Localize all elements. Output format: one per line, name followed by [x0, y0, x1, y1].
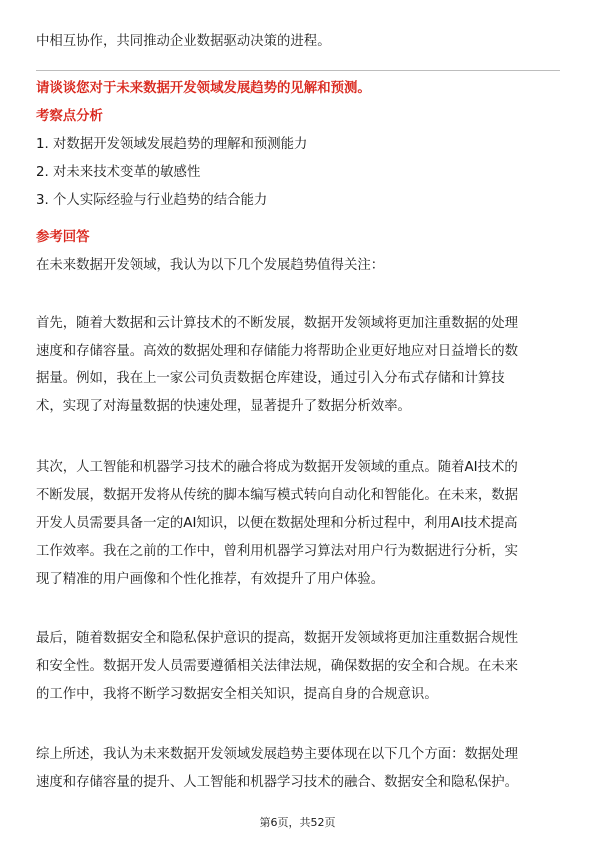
paragraph-line: 工作效率。我在之前的工作中，曾利用机器学习算法对用户行为数据进行分析，实	[36, 544, 519, 559]
answer-label: 参考回答	[36, 230, 90, 245]
section-divider	[36, 70, 560, 71]
paragraph-line: 综上所述，我认为未来数据开发领域发展趋势主要体现在以下几个方面：数据处理	[36, 747, 519, 762]
paragraph-line: 现了精准的用户画像和个性化推荐，有效提升了用户体验。	[36, 572, 385, 587]
analysis-item: 3. 个人实际经验与行业趋势的结合能力	[36, 193, 268, 208]
paragraph-line: 最后，随着数据安全和隐私保护意识的提高，数据开发领域将更加注重数据合规性	[36, 631, 519, 646]
paragraph-line: 的工作中，我将不断学习数据安全相关知识，提高自身的合规意识。	[36, 687, 438, 702]
question-heading: 请谈谈您对于未来数据开发领域发展趋势的见解和预测。	[36, 81, 371, 96]
paragraph-line: 不断发展，数据开发将从传统的脚本编写模式转向自动化和智能化。在未来，数据	[36, 488, 519, 503]
page-number: 第6页，共52页	[259, 816, 336, 829]
paragraph-line: 据量。例如，我在上一家公司负责数据仓库建设，通过引入分布式存储和计算技	[36, 371, 505, 386]
paragraph-line: 其次，人工智能和机器学习技术的融合将成为数据开发领域的重点。随着AI技术的	[36, 460, 518, 475]
paragraph-line: 速度和存储容量的提升、人工智能和机器学习技术的融合、数据安全和隐私保护。	[36, 775, 519, 790]
analysis-label: 考察点分析	[36, 109, 103, 124]
paragraph-line: 速度和存储容量。高效的数据处理和存储能力将帮助企业更好地应对日益增长的数	[36, 344, 519, 359]
paragraph-line: 首先，随着大数据和云计算技术的不断发展，数据开发领域将更加注重数据的处理	[36, 316, 519, 331]
analysis-item: 1. 对数据开发领域发展趋势的理解和预测能力	[36, 137, 308, 152]
answer-lead: 在未来数据开发领域，我认为以下几个发展趋势值得关注：	[36, 258, 385, 273]
paragraph-line: 术，实现了对海量数据的快速处理，显著提升了数据分析效率。	[36, 399, 411, 414]
analysis-item: 2. 对未来技术变革的敏感性	[36, 165, 201, 180]
paragraph-line: 开发人员需要具备一定的AI知识，以便在数据处理和分析过程中，利用AI技术提高	[36, 516, 518, 531]
paragraph-line: 和安全性。数据开发人员需要遵循相关法律法规，确保数据的安全和合规。在未来	[36, 659, 519, 674]
intro-tail-text: 中相互协作，共同推动企业数据驱动决策的进程。	[36, 34, 331, 49]
